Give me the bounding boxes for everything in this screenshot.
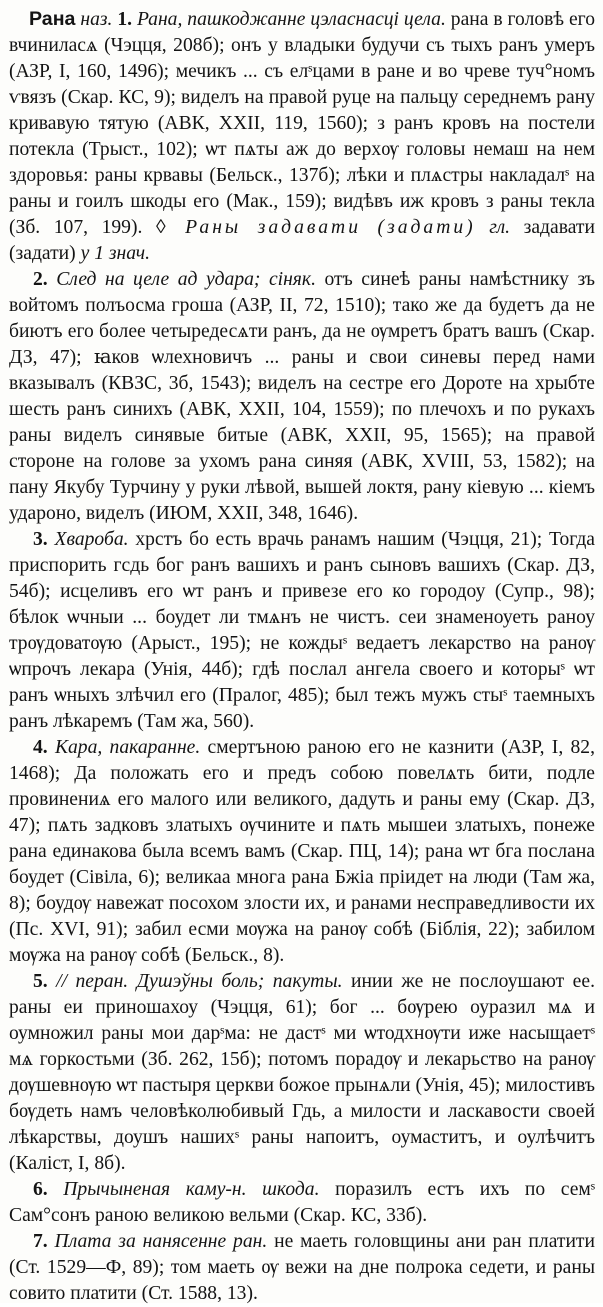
entry-section-6 (9, 1177, 595, 1229)
section-citations: не маеть головщины ани ран платити (Ст. 1529—Ф, 89); том маеть ѹ вежи на дне полрока седети, и раны совито платити (Ст. 1588, 13). (9, 1231, 595, 1304)
section-citations: смертъною раною его не казнити (АЗР, I, 82, 1468); Да положать его и предъ собою повелѧть бити, подле провинениѧ его малого или великого, дадуть и раны ему (Скар. ДЗ, 47); пѧть задковъ златыхъ ѹчините и пѧть мышеи златыхъ, понеже рана единакова была всемъ вамъ (Скар. ПЦ, 14); рана ѡт бга послана боудет (Сівіла, 6); великаа многа рана Бжіа пріидет на люди (Там жа, 8); боудѹ навежат посохом злости их, и ранами несправедливости их (Пс. XVI, 91); забил есми мѹжа на ранѹ собѣ (Біблія, 22); забилом мѹжа на ранѹ собѣ (Бельск., 8). (9, 737, 595, 966)
section-number: 1. (117, 9, 133, 30)
phrase-label: ◊ Раны задавати (задати) (155, 217, 476, 238)
section-number: 6. (33, 1179, 48, 1200)
entry-section-5 (9, 969, 595, 1177)
entry-headword: Рана (29, 8, 76, 30)
entry-section-3 (9, 527, 595, 735)
section-citations: хрстъ бо есть врачь ранамъ нашим (Чэцця, 21); Тогда приспорить гсдь бог ранъ вашихъ и ранъ сыновъ вашихъ (Скар. ДЗ, 54б); исцеливъ его ѡт ранъ и привезе его ко городоу (Супр., 98); бѣлок ѡчныи ... боудет ли тмѧнъ не чистъ. сеи знаменоуеть раноу трѹдоватѹю (Арыст., 195); не кождыˢ ведаетъ лекарство на ранѹ ѡпрочъ лекара (Унія, 44б); гдѣ послал ангела своего и которыˢ ѡт ранъ ѡныхъ злѣчил его (Пралог, 485); был тежъ мужъ стыˢ таемныхъ ранъ лѣкаремъ (Там жа, 560). (9, 529, 596, 732)
section-citations: отъ синеѣ раны намѣстнику зъ войтомъ полъосма гроша (АЗР, II, 72, 1510); тако же да будетъ да не биютъ его более четыредесѧти ранъ, да не ѹмретъ братъ вашъ (Скар. ДЗ, 47); ꙗков ѡлехновичъ ... раны и свои синевы перед нами вказывалъ (КВЗС, 3б, 1543); виделъ на сестре его Дороте на хрыбте шесть ранъ синихъ (АВК, XXII, 104, 1559); по плечохъ и по рукахъ раны виделъ синявые битые (АВК, XXII, 95, 1565); на правой стороне на голове за ухомъ рана синяя (АВК, XVIII, 53, 1582); на пану Якубу Турчину у руки лѣвой, вышей локтя, рану кіевую ... кіемъ удароно, виделъ (ИЮМ, XXII, 348, 1646). (9, 269, 595, 524)
section-citations: поразилъ естъ ихъ по семˢ Сам°сонъ раною великою вельми (Скар. КС, 33б). (9, 1179, 595, 1226)
section-definition: След на целе ад удара; сіняк. (56, 269, 316, 290)
section-number: 2. (33, 269, 48, 290)
section-definition: Кара, пакаранне. (54, 737, 201, 758)
entry-pos: наз. (80, 9, 113, 30)
section-number: 7. (33, 1231, 48, 1252)
section-definition: // перан. Душэўны боль; пакуты. (56, 971, 343, 992)
section-number: 4. (33, 737, 48, 758)
section-citations: инии же не послоушают ее. раны еи приношахоу (Чэцця, 61); бог ... бѹрею оуразил мѧ и оумножил раны мои дарˢма: не дастˢ ми ѡтодхнѹти иже насыщаетˢ мѧ горкостьми (Зб. 262, 15б); потомъ порадѹ и лекарьство на ранѹ дѹшевнѹю ѡт пастыря церкви божое прынѧли (Унія, 45); милостивъ бѹдеть намъ человѣколюбивый Гдь, а милости и ласкавости своей лѣкарствы, доушъ нашихˢ раны напоитъ, оумаститъ, и оулѣчитъ (Каліст, I, 8б). (9, 971, 595, 1174)
phrase-pos: гл. (489, 217, 511, 238)
section-number: 5. (33, 971, 48, 992)
entry-section-4 (9, 735, 595, 969)
section-definition: Хвароба. (54, 529, 129, 550)
section-definition: Плата за нанясенне ран. (54, 1231, 268, 1252)
phrase-reference: у 1 знач. (80, 243, 151, 264)
entry-section-1 (9, 6, 595, 267)
entry-section-7 (9, 1229, 595, 1307)
entry-section-2 (9, 267, 595, 527)
section-citations: рана в головѣ его вчиниласѧ (Чэцця, 208б); онъ у владыки будучи съ тыхъ ранъ умеръ (АЗР, I, 160, 1496); мечикъ ... съ елˢцами в ране и во чреве туч°номъ ѵвязъ (Скар. КС, 9); виделъ на правой руце на пальцу середнемъ рану кривавую тятую (АВК, XXII, 119, 1560); з ранъ кровъ на постели потекла (Трыст., 102); ѡт пѧты аж до верхѹ головы немаш на нем здоровья: раны крвавы (Бельск., 137б); лѣки и плѧстры накладалˢ на раны и гоилъ шкоды его (Мак., 159); видѣвъ иж кровъ з раны текла (Зб. 107, 199). (9, 9, 595, 238)
section-definition: Прычыненая каму-н. шкода. (63, 1179, 320, 1200)
section-definition: Рана, пашкоджанне цэласнасці цела. (136, 9, 446, 30)
phrase-text: задавати (задати) (9, 217, 595, 264)
section-number: 3. (33, 529, 48, 550)
